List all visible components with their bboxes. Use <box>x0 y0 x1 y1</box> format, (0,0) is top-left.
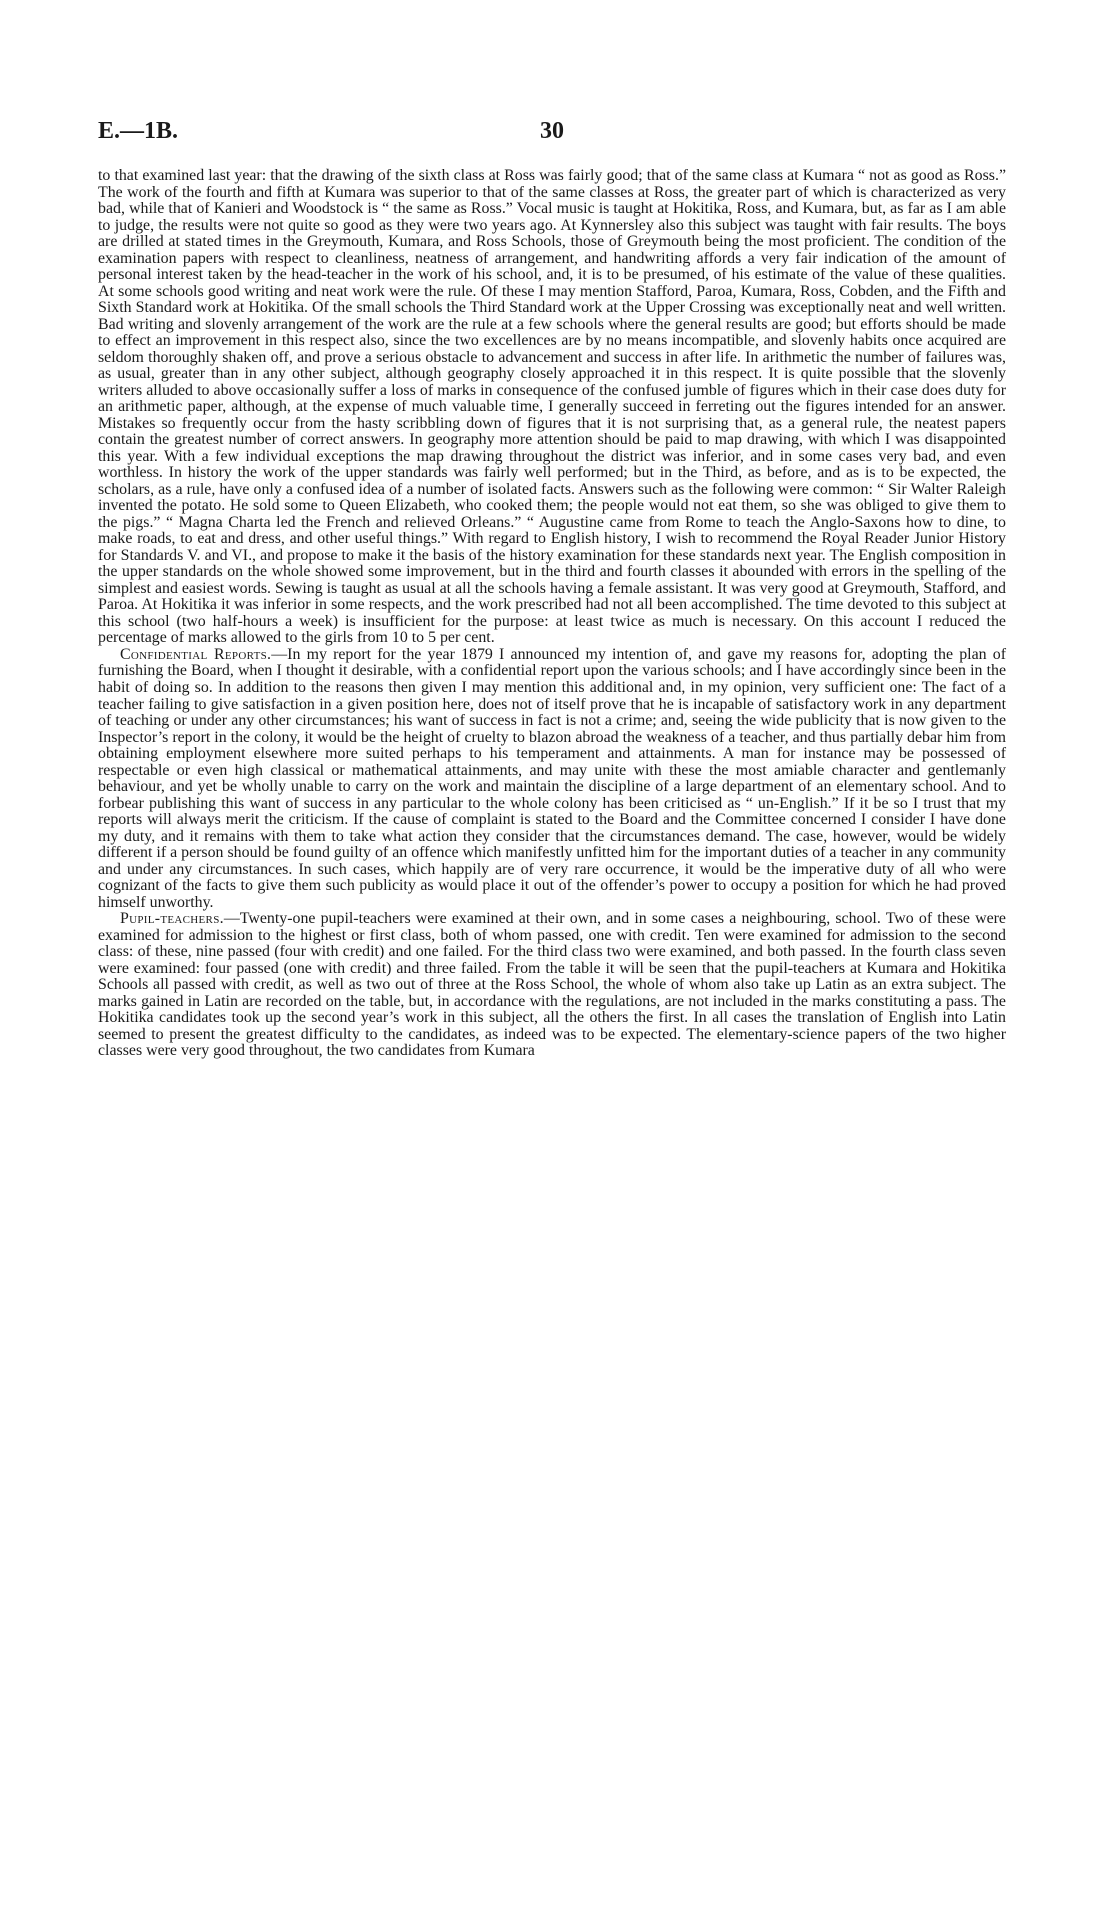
page-header <box>98 118 998 148</box>
paragraph-confidential-reports <box>98 647 1006 911</box>
page-reference: E.—1B. <box>98 118 179 144</box>
section-heading-confidential-reports: Confidential Reports. <box>120 645 272 663</box>
paragraph-text: to that examined last year: that the drawing of the sixth class at Ross was fairly good; that of the same class at Kumara “ not as good as Ross.” The work of the fourth and fifth at Kumara was superior to that of the same classes at Ross, the greater part of which is characterized as very bad, while that of Kanieri and Woodstock is “ the same as Ross.” Vocal music is taught at Hokitika, Ross, and Kumara, but, as far as I am able to judge, the results were not quite so good as they were two years ago. At Kynnersley also this subject was taught with fair results. The boys are drilled at stated times in the Greymouth, Kumara, and Ross Schools, those of Greymouth being the most proficient. The condition of the examination papers with respect to cleanliness, neatness of arrangement, and handwriting affords a very fair indication of the amount of personal interest taken by the head-teacher in the work of his school, and, it is to be presumed, of his estimate of the value of these qualities. At some schools good writing and neat work were the rule. Of these I may mention Stafford, Paroa, Kumara, Ross, Cobden, and the Fifth and Sixth Standard work at Hokitika. Of the small schools the Third Standard work at the Upper Crossing was exceptionally neat and well written. Bad writing and slovenly arrangement of the work are the rule at a few schools where the general results are good; but efforts should be made to effect an improvement in this respect also, since the two excellences are by no means incompatible, and slovenly habits once acquired are seldom thoroughly shaken off, and prove a serious obstacle to advancement and success in after life. In arithmetic the number of failures was, as usual, greater than in any other subject, although geography closely approached it in this respect. It is quite possible that the slovenly writers alluded to above occasionally suffer a loss of marks in consequence of the confused jumble of figures which in their case does duty for an arithmetic paper, although, at the expense of much valuable time, I generally succeed in ferreting out the figures intended for an answer. Mistakes so frequently occur from the hasty scribbling down of figures that it is not surprising that, as a general rule, the neatest papers contain the greatest number of correct answers. In geography more attention should be paid to map drawing, with which I was disappointed this year. With a few individual exceptions the map drawing throughout the district was inferior, and in some cases very bad, and even worthless. In history the work of the upper standards was fairly well performed; but in the Third, as before, and as is to be expected, the scholars, as a rule, have only a confused idea of a number of isolated facts. Answers such as the following were common: “ Sir Walter Raleigh invented the potato. He sold some to Queen Elizabeth, who cooked them; the people would not eat them, so she was obliged to give them to the pigs.” “ Magna Charta led the French and relieved Orleans.” “ Augustine came from Rome to teach the Anglo-Saxons how to dine, to make roads, to eat and dress, and other useful things.” With regard to English history, I wish to recommend the Royal Reader Junior History for Standards V. and VI., and propose to make it the basis of the history examination for these standards next year. The English composition in the upper standards on the whole showed some improvement, but in the third and fourth classes it abounded with errors in the spelling of the simplest and easiest words. Sewing is taught as usual at all the schools having a female assistant. It was very good at Greymouth, Stafford, and Paroa. At Hokitika it was inferior in some respects, and the work prescribed had not all been accomplished. The time devoted to this subject at this school (two half-hours a week) is insufficient for the purpose: at least twice as much is necessary. On this account I reduced the percentage of marks allowed to the girls from 10 to 5 per cent. <box>98 167 1006 647</box>
paragraph-text: —Twenty-one pupil-teachers were examined at their own, and in some cases a neighbouring, school. Two of these were examined for admission to the highest or first class, both of whom passed, one with credit. Ten were examined for admission to the second class: of these, nine passed (four with credit) and one failed. For the third class two were examined, and both passed. In the fourth class seven were examined: four passed (one with credit) and three failed. From the table it will be seen that the pupil-teachers at Kumara and Hokitika Schools all passed with credit, as well as two out of three at the Ross School, the whole of whom also take up Latin as an extra subject. The marks gained in Latin are recorded on the table, but, in accordance with the regulations, are not included in the marks constituting a pass. The Hokitika candidates took up the second year’s work in this subject, all the others the first. In all cases the translation of English into Latin seemed to present the greatest difficulty to the candidates, as indeed was to be expected. The elementary-science papers of the two higher classes were very good throughout, the two candidates from Kumara <box>98 910 1006 1060</box>
section-heading-pupil-teachers: Pupil-teachers. <box>120 910 224 928</box>
paragraph-text: —In my report for the year 1879 I announced my intention of, and gave my reasons for, adopting the plan of furnishing the Board, when I thought it desirable, with a confidential report upon the various schools; and I have accordingly since been in the habit of doing so. In addition to the reasons then given I may mention this additional and, in my opinion, very sufficient one: The fact of a teacher failing to give satisfaction in a given position here, does not of itself prove that he is incapable of satisfactory work in any department of teaching or under any other circumstances; his want of success in fact is not a crime; and, seeing the wide publicity that is now given to the Inspector’s report in the colony, it would be the height of cruelty to blazon abroad the weakness of a teacher, and thus partially debar him from obtaining employment elsewhere more suited perhaps to his temperament and attainments. A man for instance may be possessed of respectable or even high classical or mathematical attainments, and may unite with these the most amiable character and gentlemanly behaviour, and yet be wholly unable to carry on the work and maintain the discipline of a large department of an elementary school. And to forbear publishing this want of success in any particular to the whole colony has been criticised as “ un-English.” If it be so I trust that my reports will always merit the criticism. If the cause of complaint is stated to the Board and the Committee concerned I consider I have done my duty, and it remains with them to take what action they consider that the circumstances demand. The case, however, would be widely different if a person should be found guilty of an offence which manifestly unfitted him for the important duties of a teacher in any community and under any circumstances. In such cases, which happily are of very rare occurrence, it would be the imperative duty of all who were cognizant of the facts to give them such publicity as would place it out of the offender’s power to occupy a position for which he had proved himself unworthy. <box>98 645 1006 911</box>
paragraph-drawing-music-writing <box>98 168 1006 647</box>
page-number: 30 <box>540 118 564 144</box>
paragraph-pupil-teachers <box>98 911 1006 1060</box>
body-text <box>98 168 1006 1060</box>
